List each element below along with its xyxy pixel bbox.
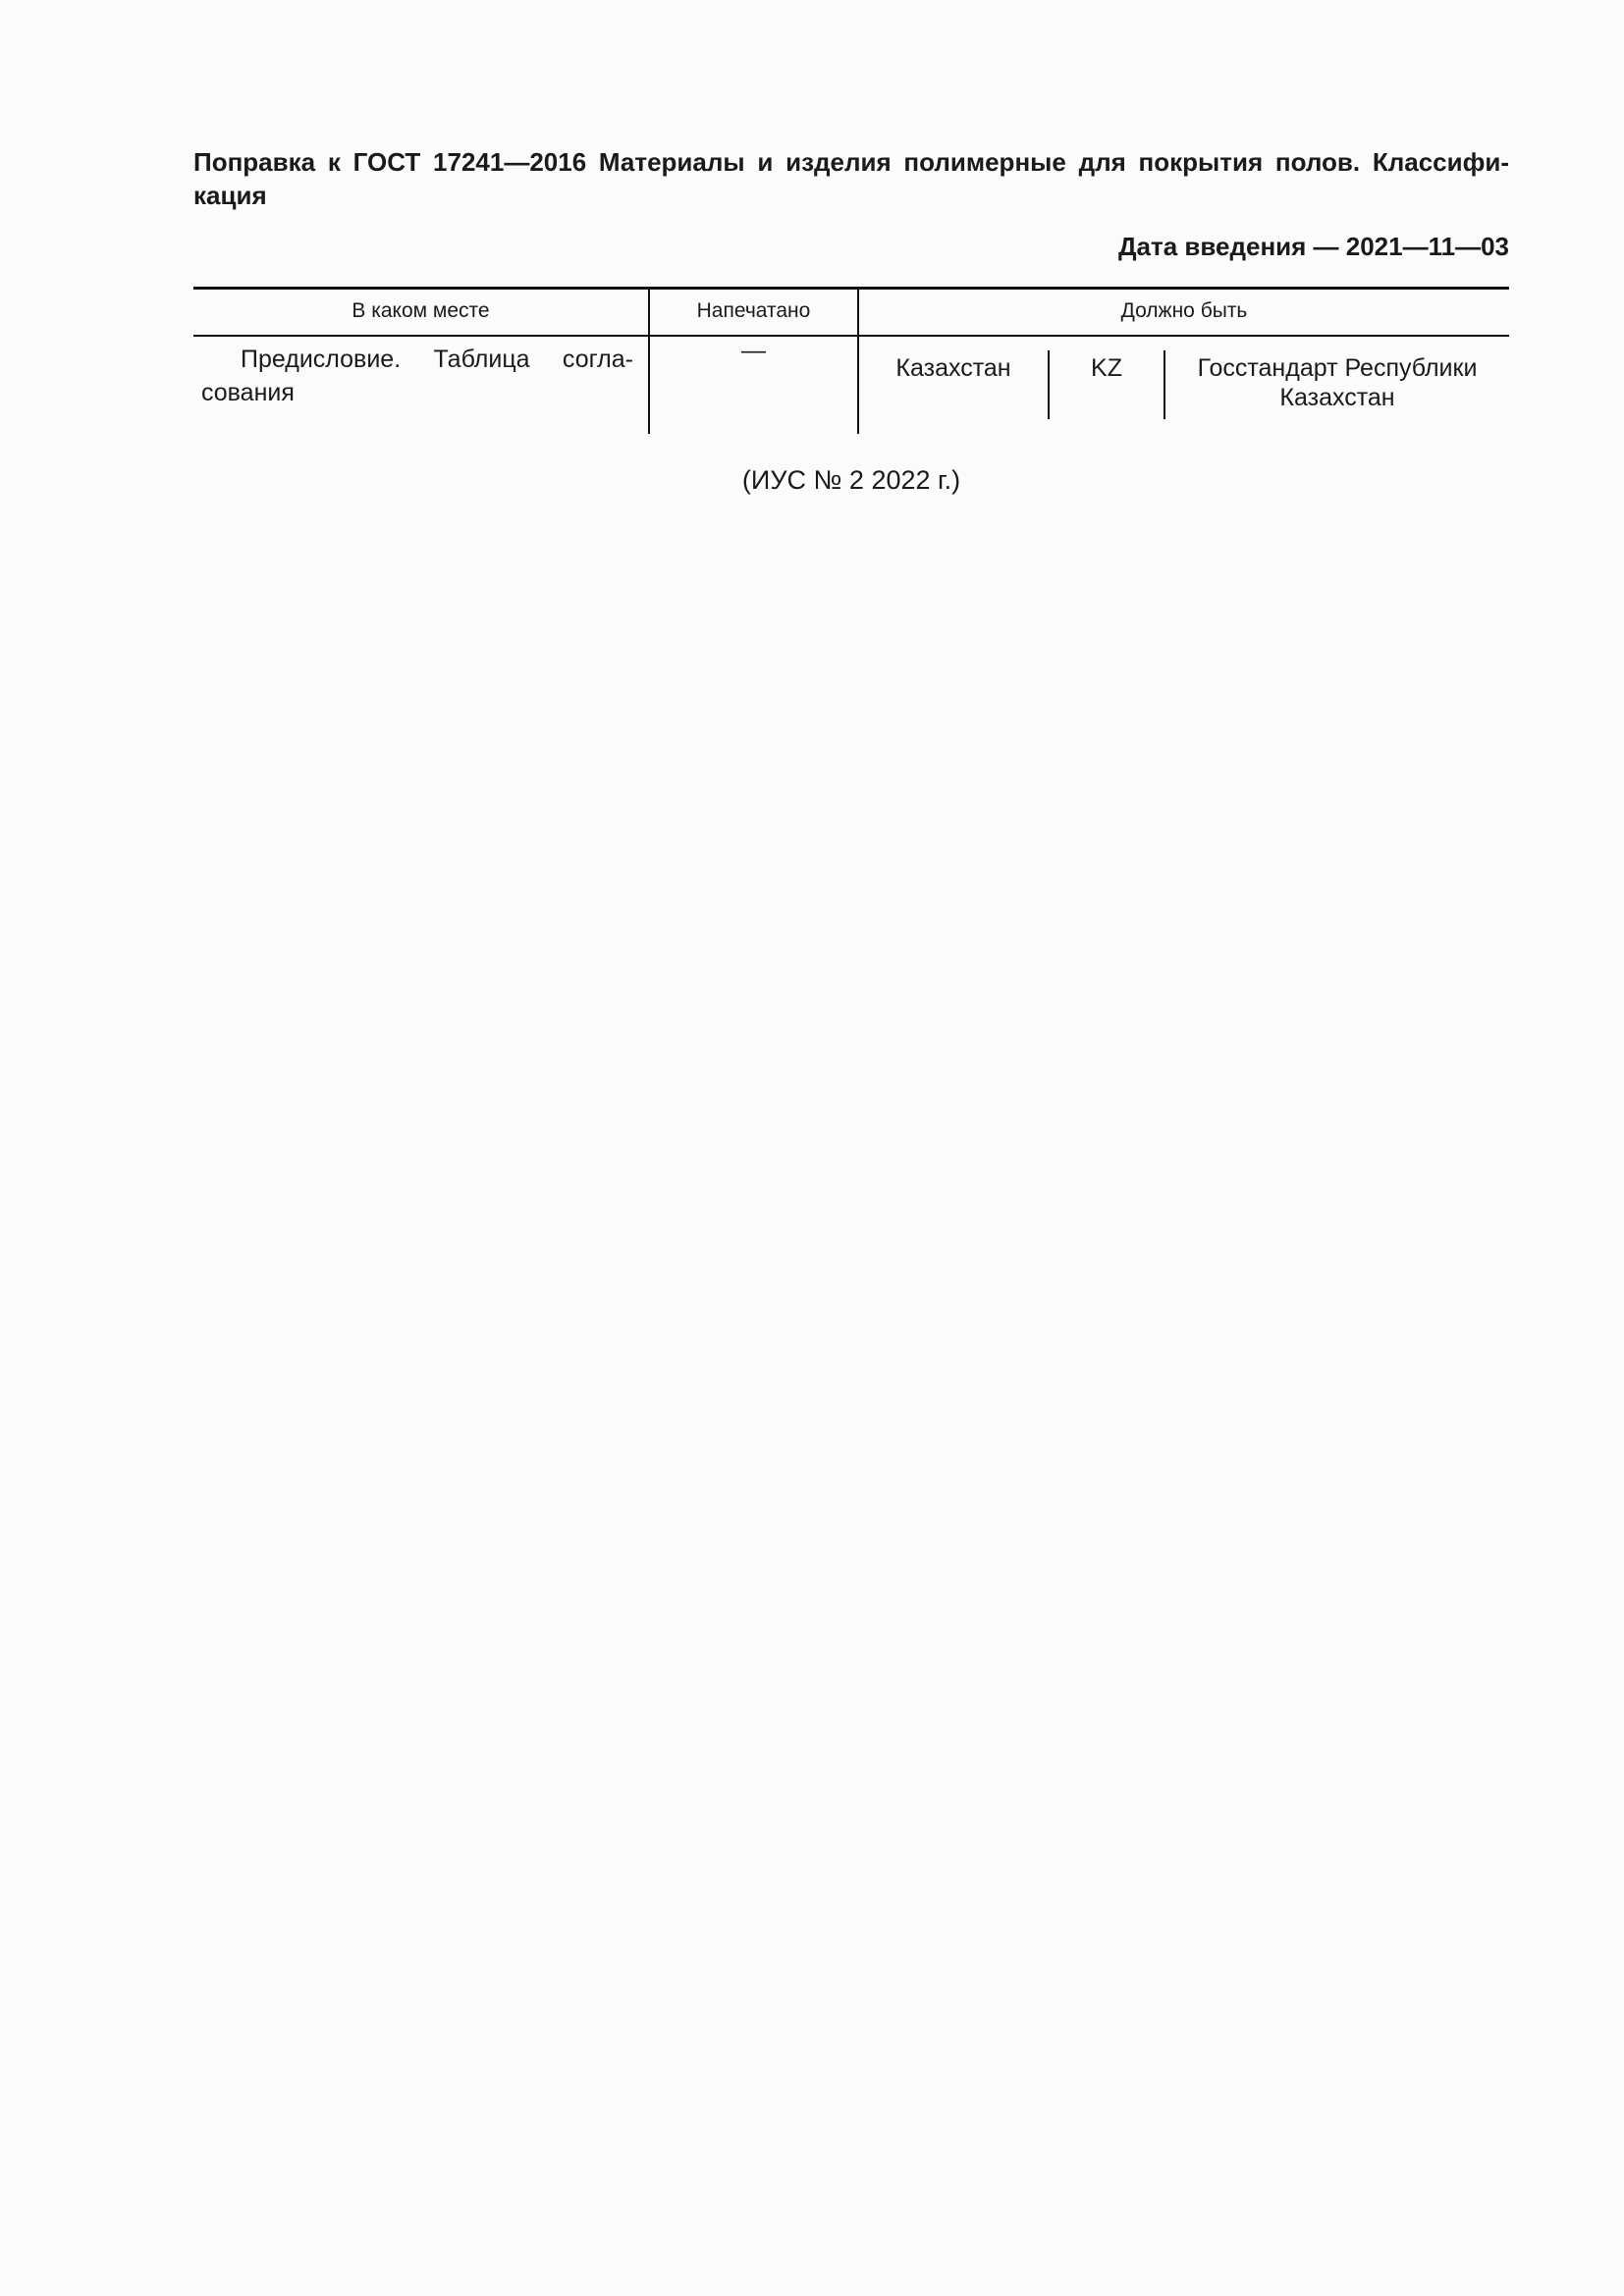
amendment-title: Поправка к ГОСТ 17241—2016 Материалы и изделия полимерные для покрытия полов. Классификация: [193, 147, 1509, 210]
cell-country-code: KZ: [1091, 354, 1122, 382]
header-should-be: Должно быть: [1120, 299, 1248, 322]
effective-date: Дата введения — 2021—11—03: [1118, 232, 1509, 261]
header-where: В каком месте: [352, 299, 490, 322]
cell-country: Казахстан: [895, 354, 1011, 382]
amendment-table: [193, 287, 1509, 434]
header-printed: Напечатано: [696, 299, 811, 322]
cell-where: Предисловие. Таблица согласования: [201, 346, 633, 406]
cell-printed: —: [741, 337, 766, 364]
cell-standards-body: Госстандарт Республики Казахстан: [1197, 354, 1478, 411]
publication-source: (ИУС № 2 2022 г.): [741, 465, 961, 495]
table-top-rule: [193, 287, 1509, 290]
